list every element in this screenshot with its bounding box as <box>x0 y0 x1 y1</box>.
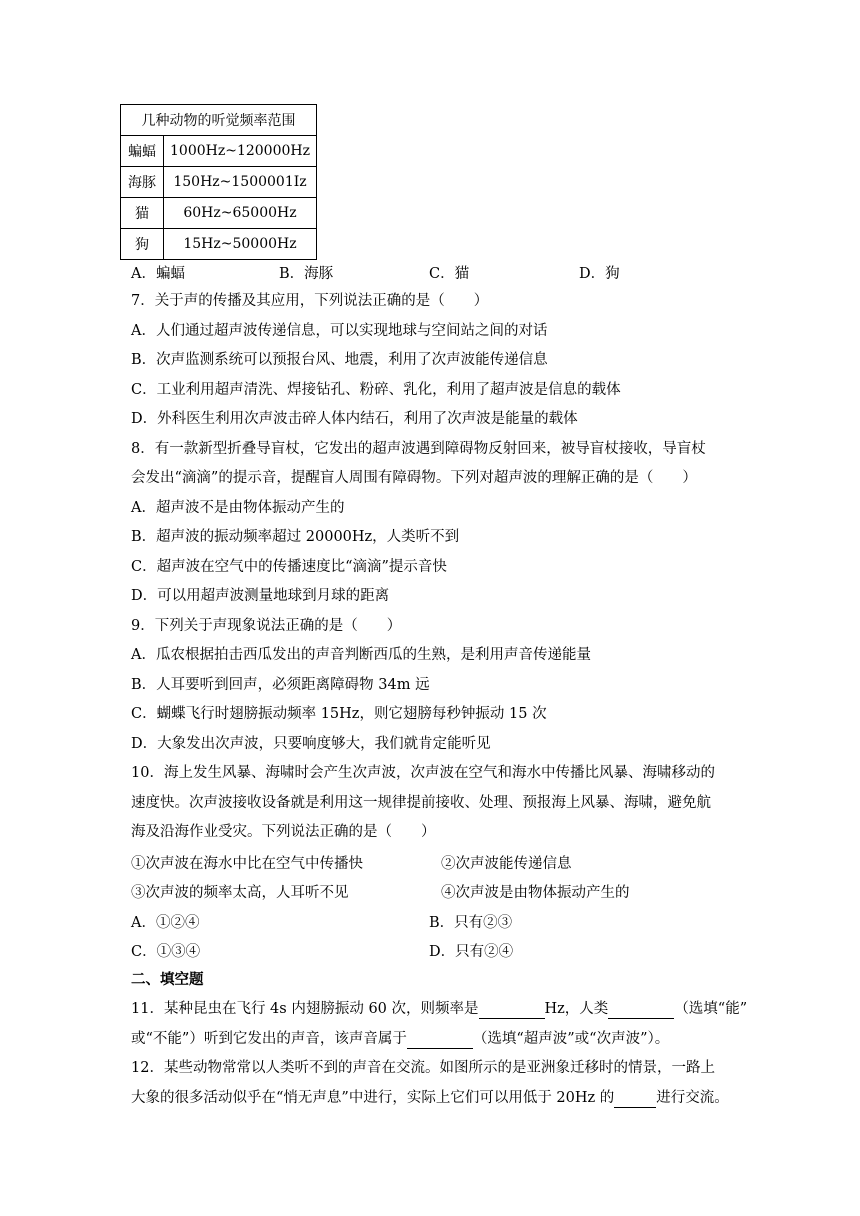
q12-line1: 12．某些动物常常以人类听不到的声音在交流。如图所示的是亚洲象迁移时的情景，一路上 <box>131 1060 715 1076</box>
q11-text-5: （选填“超声波”或“次声波”）。 <box>472 1031 670 1047</box>
q7-option-b[interactable]: B．次声监测系统可以预报台风、地震，利用了次声波能传递信息 <box>131 352 548 368</box>
animal-cell: 海豚 <box>121 167 164 198</box>
q11-text-4: 或“不能”）听到它发出的声音，该声音属于 <box>131 1031 407 1047</box>
q11-line2 <box>131 1029 669 1049</box>
animal-cell: 蝙蝠 <box>121 136 164 167</box>
table-row <box>121 198 317 229</box>
option-d[interactable]: D．狗 <box>579 266 620 282</box>
range-cell: 150Hz~1500001Iz <box>164 167 317 198</box>
range-cell: 15Hz~50000Hz <box>164 229 317 260</box>
q9-stem: 9．下列关于声现象说法正确的是（ ） <box>131 618 402 634</box>
animal-cell: 狗 <box>121 229 164 260</box>
q9-option-a[interactable]: A．瓜农根据拍击西瓜发出的声音判断西瓜的生熟，是利用声音传递能量 <box>131 647 591 663</box>
option-c[interactable]: C．①③④ <box>131 944 201 960</box>
option-c[interactable]: C．猫 <box>429 266 470 282</box>
q7-stem: 7．关于声的传播及其应用，下列说法正确的是（ ） <box>131 293 489 309</box>
q11-text-3: （选填“能” <box>674 1001 748 1017</box>
table-row <box>121 136 317 167</box>
q10-stem-line1: 10．海上发生风暴、海啸时会产生次声波，次声波在空气和海水中传播比风暴、海啸移动的 <box>131 765 715 781</box>
q8-option-d[interactable]: D．可以用超声波测量地球到月球的距离 <box>131 588 390 604</box>
statement-2: ②次声波能传递信息 <box>441 856 572 872</box>
answer-blank[interactable] <box>608 1002 674 1019</box>
q8-option-a[interactable]: A．超声波不是由物体振动产生的 <box>131 500 345 516</box>
range-cell: 60Hz~65000Hz <box>164 198 317 229</box>
q11-line1 <box>131 999 747 1019</box>
q9-option-d[interactable]: D．大象发出次声波，只要响度够大，我们就肯定能听见 <box>131 736 491 752</box>
q11-text-2: Hz，人类 <box>544 1001 609 1017</box>
q8-stem-line2: 会发出“滴滴”的提示音，提醒盲人周围有障碍物。下列对超声波的理解正确的是（ ） <box>131 470 697 486</box>
q10-stem-line2: 速度快。次声波接收设备就是利用这一规律提前接收、处理、预报海上风暴、海啸，避免航 <box>131 795 711 811</box>
statement-4: ④次声波是由物体振动产生的 <box>441 885 630 901</box>
q8-option-b[interactable]: B．超声波的振动频率超过 20000Hz，人类听不到 <box>131 529 460 545</box>
option-a[interactable]: A．蝙蝠 <box>131 266 185 282</box>
q7-option-c[interactable]: C．工业利用超声清洗、焊接钻孔、粉碎、乳化，利用了超声波是信息的载体 <box>131 382 621 398</box>
option-d[interactable]: D．只有②④ <box>429 944 514 960</box>
q9-option-b[interactable]: B．人耳要听到回声，必须距离障碍物 34m 远 <box>131 677 430 693</box>
section-heading: 二、填空题 <box>131 972 204 988</box>
statement-1: ①次声波在海水中比在空气中传播快 <box>131 856 363 872</box>
answer-blank[interactable] <box>614 1091 656 1108</box>
q7-option-d[interactable]: D．外科医生利用次声波击碎人体内结石，利用了次声波是能量的载体 <box>131 411 578 427</box>
table-row <box>121 229 317 260</box>
q10-stem-line3: 海及沿海作业受灾。下列说法正确的是（ ） <box>131 824 436 840</box>
statement-3: ③次声波的频率太高，人耳听不见 <box>131 885 349 901</box>
range-cell: 1000Hz~120000Hz <box>164 136 317 167</box>
q12-text-1: 大象的很多活动似乎在“悄无声息”中进行，实际上它们可以用低于 20Hz 的 <box>131 1090 615 1106</box>
q8-option-c[interactable]: C．超声波在空气中的传播速度比“滴滴”提示音快 <box>131 559 447 575</box>
q7-option-a[interactable]: A．人们通过超声波传递信息，可以实现地球与空间站之间的对话 <box>131 323 548 339</box>
answer-blank[interactable] <box>479 1002 545 1019</box>
option-a[interactable]: A．①②④ <box>131 915 200 931</box>
option-b[interactable]: B．海豚 <box>279 266 334 282</box>
q9-option-c[interactable]: C．蝴蝶飞行时翅膀振动频率 15Hz，则它翅膀每秒钟振动 15 次 <box>131 706 547 722</box>
animal-cell: 猫 <box>121 198 164 229</box>
answer-blank[interactable] <box>407 1032 473 1049</box>
option-b[interactable]: B．只有②③ <box>429 915 513 931</box>
table-header-row <box>121 105 317 136</box>
table-row <box>121 167 317 198</box>
q8-stem-line1: 8．有一款新型折叠导盲杖，它发出的超声波遇到障碍物反射回来，被导盲杖接收，导盲杖 <box>131 441 706 457</box>
hearing-frequency-table <box>120 104 317 260</box>
q12-text-2: 进行交流。 <box>656 1090 729 1106</box>
q12-line2 <box>131 1088 729 1108</box>
q11-text-1: 11．某种昆虫在飞行 4s 内翅膀振动 60 次，则频率是 <box>131 1001 479 1017</box>
table-header: 几种动物的听觉频率范围 <box>121 105 317 136</box>
